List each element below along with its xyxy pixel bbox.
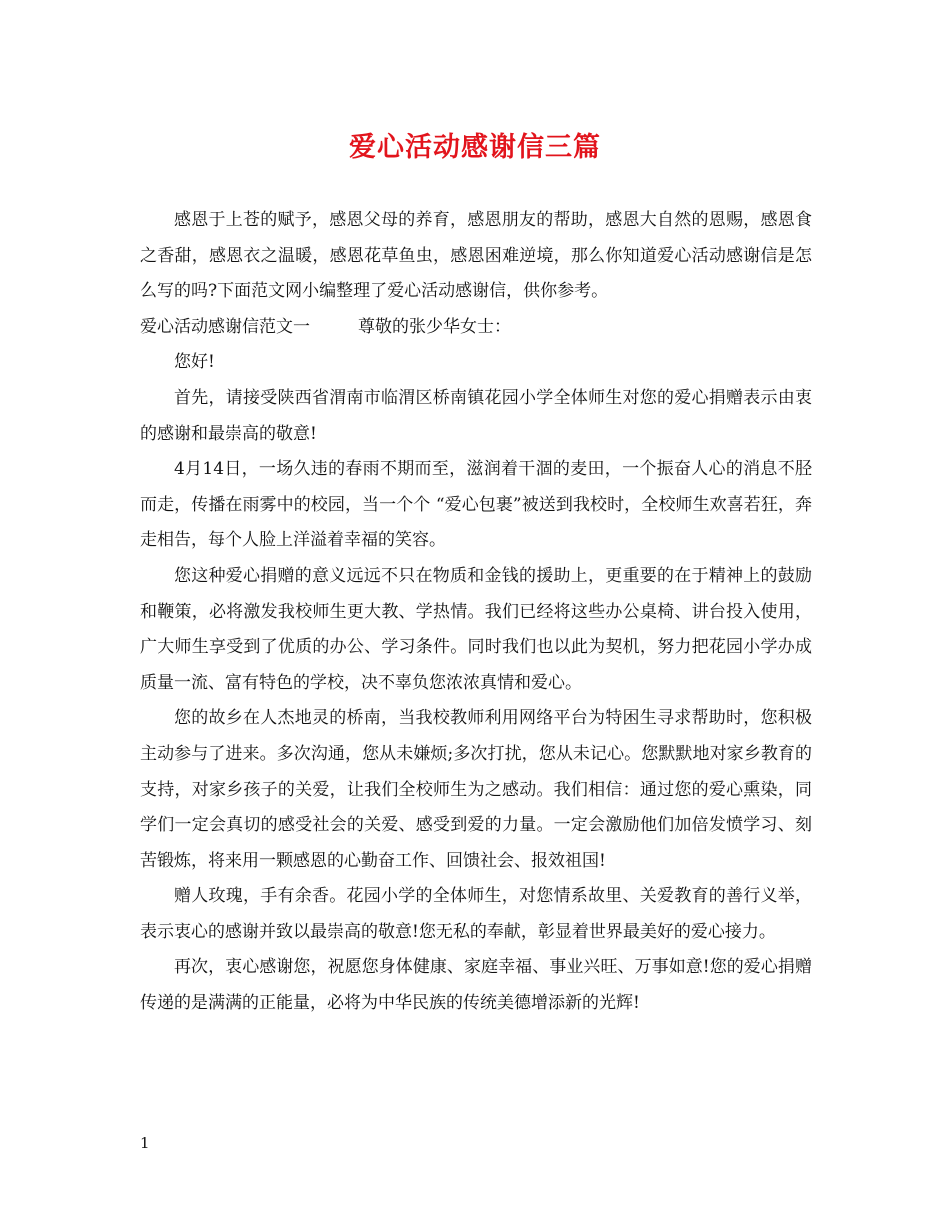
intro-paragraph: 感恩于上苍的赋予，感恩父母的养育，感恩朋友的帮助，感恩大自然的恩赐，感恩食之香甜，感恩衣之温暖，感恩花草鱼虫，感恩困难逆境，那么你知道爱心活动感谢信是怎么写的吗?下面范文网小编整理了爱心活动感谢信，供你参考。 xyxy=(140,210,812,302)
body-paragraph: 您这种爱心捐赠的意义远远不只在物质和金钱的援助上，更重要的在于精神上的鼓励和鞭策，必将激发我校师生更大教、学热情。我们已经将这些办公桌椅、讲台投入使用，广大师生享受到了优质的办公、学习条件。同时我们也以此为契机，努力把花园小学办成质量一流、富有特色的学校，决不辜负您浓浓真情和爱心。 xyxy=(140,565,812,693)
body-paragraph: 您的故乡在人杰地灵的桥南，当我校教师利用网络平台为特困生寻求帮助时，您积极主动参与了进来。多次沟通，您从未嫌烦;多次打扰，您从未记心。您默默地对家乡教育的支持，对家乡孩子的关爱，让我们全校师生为之感动。我们相信：通过您的爱心熏染，同学们一定会真切的感受社会的关爱、感受到爱的力量。一定会激励他们加倍发愤学习、刻苦锻炼，将来用一颗感恩的心勤奋工作、回馈社会、报效祖国! xyxy=(140,708,812,871)
body-paragraph: 再次，衷心感谢您，祝愿您身体健康、家庭幸福、事业兴旺、万事如意!您的爱心捐赠传递的是满满的正能量，必将为中华民族的传统美德增添新的光辉! xyxy=(140,957,812,1014)
salutation: 尊敬的张少华女士： xyxy=(358,316,511,337)
body-paragraph: 4月14日，一场久违的春雨不期而至，滋润着干涸的麦田，一个振奋人心的消息不胫而走，传播在雨雾中的校园，当一个个 “爱心包裹”被送到我校时，全校师生欢喜若狂，奔走相告，每个人脸上洋溢着幸福的笑容。 xyxy=(140,459,812,551)
body-paragraph: 首先，请接受陕西省渭南市临渭区桥南镇花园小学全体师生对您的爱心捐赠表示由衷的感谢和最崇高的敬意! xyxy=(140,387,812,444)
body-paragraph: 赠人玫瑰，手有余香。花园小学的全体师生，对您情系故里、关爱教育的善行义举，表示衷心的感谢并致以最崇高的敬意!您无私的奉献，彰显着世界最美好的爱心接力。 xyxy=(140,886,812,942)
section-heading-line xyxy=(140,310,812,346)
section-label: 爱心活动感谢信范文一 xyxy=(140,316,310,337)
greeting: 您好! xyxy=(174,352,215,373)
document-body xyxy=(140,203,812,1022)
document-title: 爱心活动感谢信三篇 xyxy=(349,132,601,163)
page-number: 1 xyxy=(140,1134,150,1152)
